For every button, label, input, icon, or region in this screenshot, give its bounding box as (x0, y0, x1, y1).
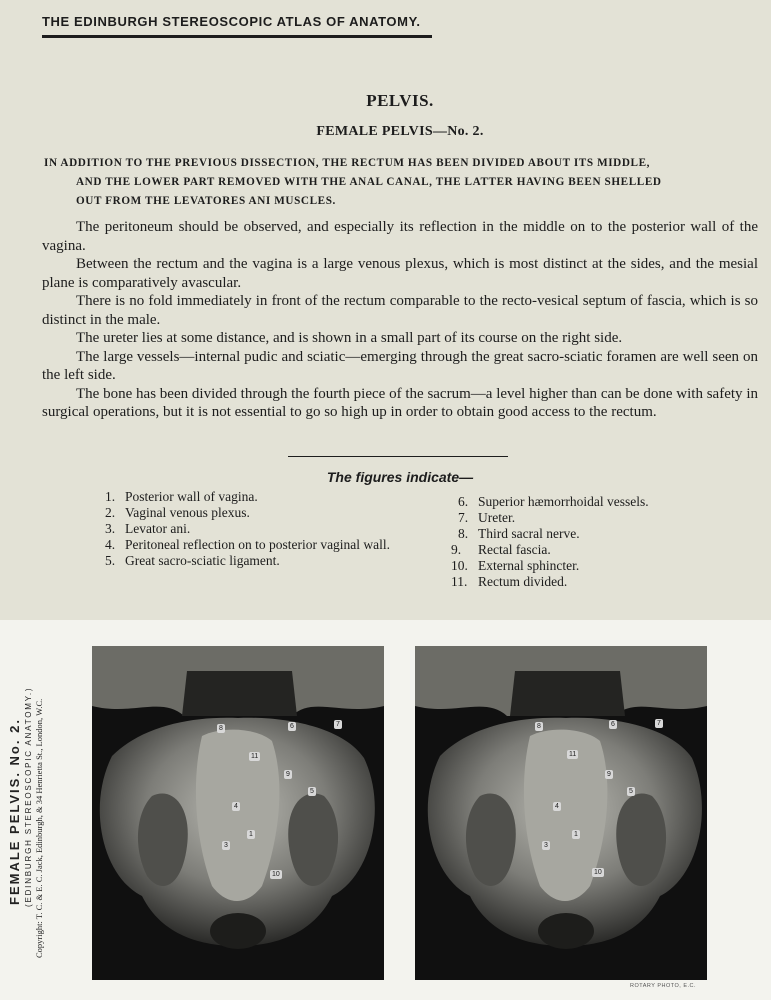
stereo-photo-left (92, 646, 384, 980)
figure-marker: 9 (286, 771, 290, 778)
legend-item: 2. Vaginal venous plexus. (105, 505, 250, 520)
section-heading: PELVIS. (366, 91, 434, 110)
paragraph: There is no fold immediately in front of the rectum comparable to the recto-vesical septum of fascia, which is so distinct in the male. (42, 293, 758, 328)
figure-marker: 10 (272, 871, 280, 878)
paragraph: The ureter lies at some distance, and is shown in a small part of its course on the right side. (76, 330, 623, 346)
photo-stamp: ROTARY PHOTO, E.C. (630, 983, 697, 989)
figure-marker: 5 (629, 788, 633, 795)
intro-line: IN ADDITION TO THE PREVIOUS DISSECTION, THE RECTUM HAS BEEN DIVIDED ABOUT ITS MIDDLE, (44, 157, 651, 169)
paragraph: Between the rectum and the vagina is a large venous plexus, which is most distinct at the sides, and the mesial plane is comparatively avascular. (42, 256, 758, 291)
figure-marker: 6 (611, 721, 615, 728)
dissection-image (92, 646, 384, 980)
figure-marker: 11 (569, 751, 577, 758)
legend-item: 11. Rectum divided. (451, 574, 568, 589)
figure-marker: 3 (224, 842, 228, 849)
legend-item: 5. Great sacro-sciatic ligament. (105, 553, 280, 568)
intro-line: OUT FROM THE LEVATORES ANI MUSCLES. (76, 195, 336, 207)
legend-item: 3. Levator ani. (105, 521, 191, 536)
figure-marker: 6 (290, 723, 294, 730)
figures-heading: The figures indicate— (326, 469, 474, 485)
figure-marker: 7 (657, 720, 661, 727)
figure-marker: 3 (544, 842, 548, 849)
figure-marker: 10 (594, 869, 602, 876)
figure-marker: 7 (336, 721, 340, 728)
figure-marker: 4 (555, 803, 559, 810)
figure-marker: 11 (251, 753, 259, 760)
figure-marker: 8 (537, 723, 541, 730)
figure-marker: 9 (607, 771, 611, 778)
legend-item: 6. Superior hæmorrhoidal vessels. (458, 494, 649, 509)
paragraph: The bone has been divided through the fourth piece of the sacrum—a level higher than can be done with safety in surgical operations, but it is not essential to go so high up in order to obtain good access to the rectum. (42, 385, 758, 420)
side-copyright: Copyright: T. C. & E. C. Jack, Edinburgh, & 34 Henrietta St., London, W.C. (34, 698, 44, 958)
separator-rule (288, 456, 508, 457)
figure-marker: 8 (219, 725, 223, 732)
legend-item: 8. Third sacral nerve. (458, 526, 580, 541)
legend-left (105, 489, 425, 569)
description-body (42, 218, 758, 422)
legend-item: 4. Peritoneal reflection on to posterior vaginal wall. (105, 537, 391, 552)
legend-item: 7. Ureter. (458, 510, 516, 525)
legend-item: 1. Posterior wall of vagina. (105, 489, 258, 504)
title-underline (42, 35, 432, 38)
side-series: (EDINBURGH STEREOSCOPIC ANATOMY.) (24, 686, 33, 907)
legend-item: 9. Rectal fascia. (451, 542, 551, 557)
atlas-title: THE EDINBURGH STEREOSCOPIC ATLAS OF ANATOMY. (42, 14, 421, 29)
paragraph: The large vessels—internal pudic and sciatic—emerging through the great sacro-sciatic foramen are well seen on the left side. (42, 348, 758, 383)
paragraph: The peritoneum should be observed, and especially its reflection in the middle on to the posterior wall of the vagina. (42, 219, 758, 254)
side-title: FEMALE PELVIS. No. 2. (7, 718, 22, 905)
figure-marker: 4 (234, 803, 238, 810)
plate-subheading: FEMALE PELVIS—No. 2. (316, 124, 484, 139)
figure-marker: 1 (249, 831, 253, 838)
intro-caps (44, 154, 758, 211)
legend-item: 10. External sphincter. (451, 558, 580, 573)
figure-marker: 1 (574, 831, 578, 838)
figure-marker: 5 (310, 788, 314, 795)
dissection-image (415, 646, 707, 980)
stereo-photo-right (415, 646, 707, 980)
intro-line: AND THE LOWER PART REMOVED WITH THE ANAL CANAL, THE LATTER HAVING BEEN SHELLED (76, 176, 662, 188)
legend-right (451, 494, 758, 590)
